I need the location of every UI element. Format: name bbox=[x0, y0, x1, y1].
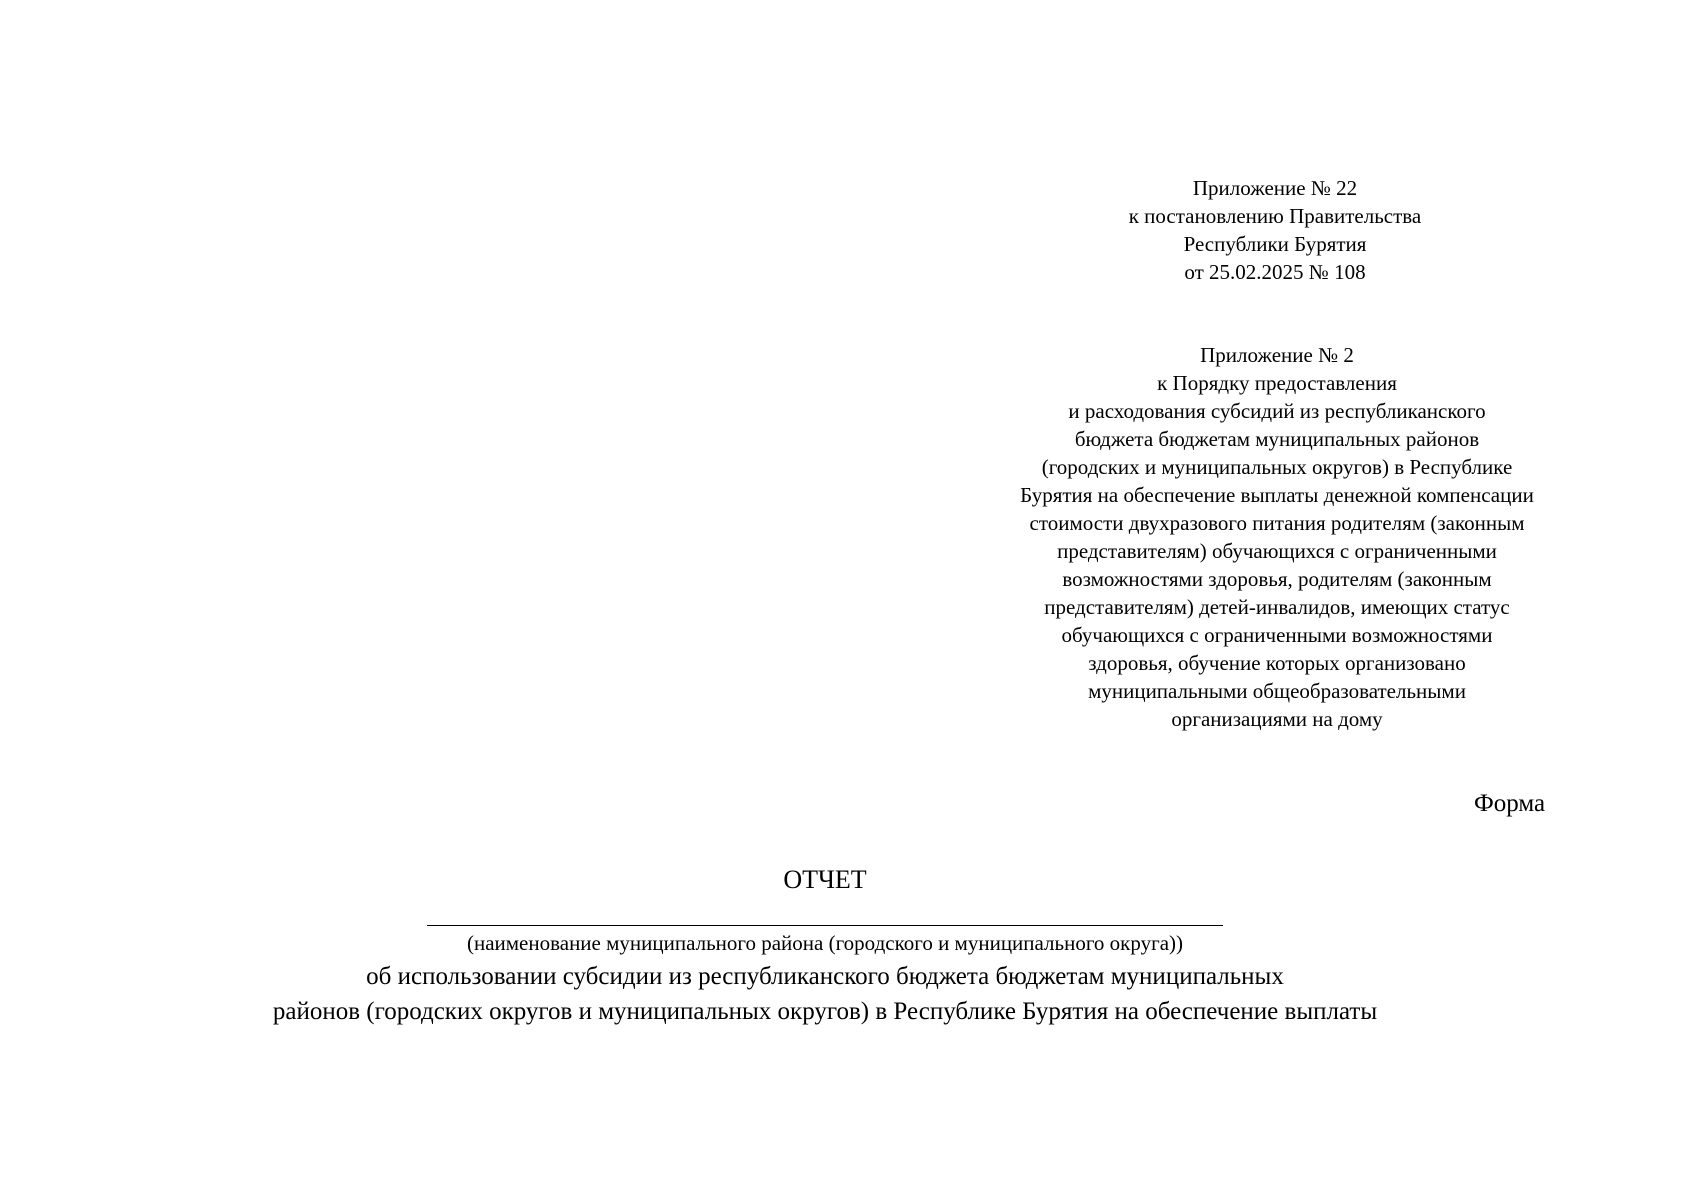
annex-2-line: бюджета бюджетам муниципальных районов bbox=[1074, 427, 1480, 451]
report-subject-line: об использовании субсидии из республиканского бюджета бюджетам муниципальных bbox=[366, 963, 1284, 990]
report-subject bbox=[0, 959, 1650, 1029]
annex-22-line: Республики Бурятия bbox=[1183, 232, 1367, 256]
annex-2-line: муниципальными общеобразовательными bbox=[1088, 679, 1466, 703]
annex-2-line: Приложение № 2 bbox=[1200, 343, 1354, 367]
annex-2-line: организациями на дому bbox=[1171, 707, 1383, 731]
annex-2-header bbox=[962, 341, 1592, 733]
annex-2-line: к Порядку предоставления bbox=[1157, 371, 1397, 395]
name-fill-line bbox=[427, 925, 1223, 926]
annex-22-line: от 25.02.2025 № 108 bbox=[1184, 260, 1366, 284]
annex-2-line: обучающихся с ограниченными возможностями bbox=[1061, 623, 1493, 647]
annex-22-line: Приложение № 22 bbox=[1192, 176, 1358, 200]
annex-22-line: к постановлению Правительства bbox=[1128, 204, 1422, 228]
annex-2-line: и расходования субсидий из республиканского bbox=[1068, 399, 1486, 423]
annex-2-line: представителям) детей-инвалидов, имеющих статус bbox=[1044, 595, 1510, 619]
annex-2-line: (городских и муниципальных округов) в Республике bbox=[1041, 455, 1513, 479]
annex-2-line: стоимости двухразового питания родителям (законным bbox=[1029, 511, 1525, 535]
report-title: ОТЧЕТ bbox=[783, 865, 867, 894]
annex-2-line: представителям) обучающихся с ограниченными bbox=[1057, 539, 1497, 563]
report-subject-line: районов (городских округов и муниципальных округов) в Республике Бурятия на обеспечение выплаты bbox=[272, 998, 1378, 1025]
form-label: Форма bbox=[1474, 790, 1546, 817]
annex-22-header bbox=[1035, 174, 1515, 286]
annex-2-line: возможностями здоровья, родителям (законным bbox=[1062, 567, 1492, 591]
name-caption: (наименование муниципального района (городского и муниципального округа)) bbox=[466, 931, 1184, 955]
annex-2-line: Бурятия на обеспечение выплаты денежной компенсации bbox=[1020, 483, 1534, 507]
annex-2-line: здоровья, обучение которых организовано bbox=[1088, 651, 1466, 675]
